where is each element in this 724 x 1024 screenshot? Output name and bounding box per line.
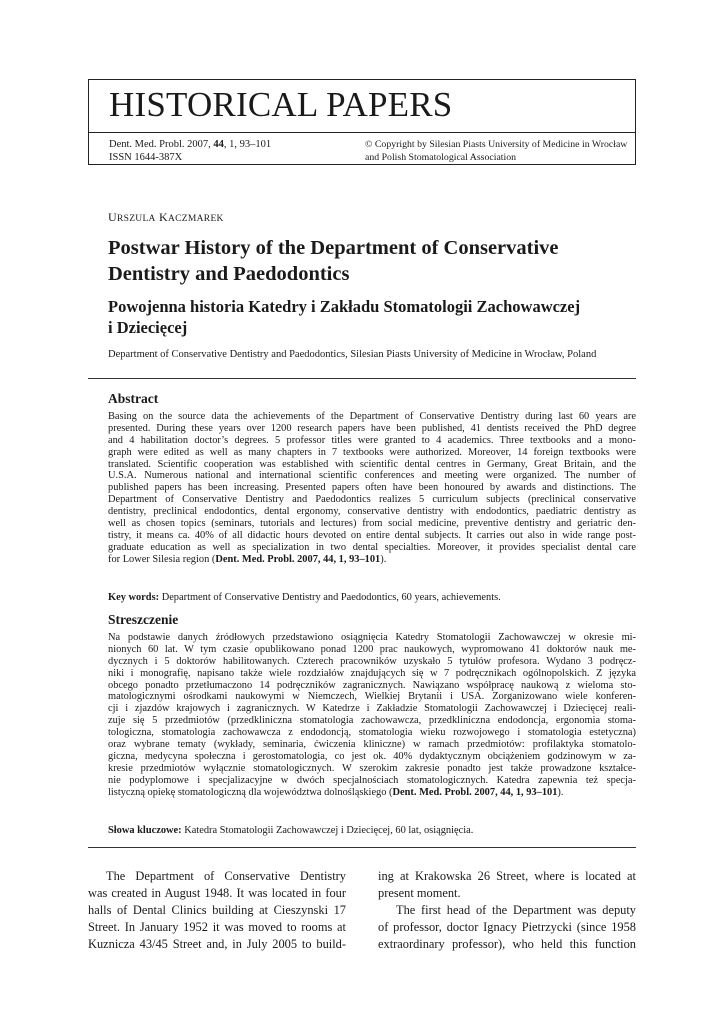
citation-journal: Dent. Med. Probl. 2007, (109, 139, 214, 150)
body-line: present moment. (378, 886, 461, 900)
streszczenie-heading: Streszczenie (108, 612, 179, 627)
abstract-citation: Dent. Med. Probl. 2007, 44, 1, 93–101 (215, 553, 381, 565)
section-title: HISTORICAL PAPERS (109, 85, 453, 124)
streszczenie-last-text: listyczną opiekę stomatologiczną dla województwa dolnośląskiego ( (108, 786, 393, 798)
abstract-last-text: for Lower Silesia region ( (108, 553, 216, 565)
streszczenie-keywords (108, 825, 473, 837)
body-line: The Department of Conservative Dentistry (106, 869, 346, 883)
abstract-line: graph were edited as well as many chapters in 7 textbooks were authorized. Moreover, 14 foreign textbooks were (108, 446, 636, 458)
streszczenie-line: zuje się 5 przedmiotów (przedkliniczna stomatologia zachowawcza, przedkliniczna endodoncja, ergonomia stoma- (108, 715, 636, 727)
abstract-line: presented. During these years over 1200 research papers have been published, 41 dentists received the PhD degree (108, 422, 636, 434)
body-line: Kuznicza 43/45 Street and, in July 2005 to build- (88, 937, 346, 951)
body-line: The first head of the Department was deputy (396, 903, 636, 917)
abstract-body (108, 411, 636, 566)
copyright-line-1: © Copyright by Silesian Piasts University of Medicine in Wrocław (365, 139, 628, 150)
issn: ISSN 1644-387X (109, 152, 183, 163)
body-line: extraordinary professor), who held this function (378, 937, 636, 951)
top-divider (88, 378, 636, 379)
body-line: ing at Krakowska 26 Street, where is located at (378, 869, 636, 883)
body-line: of professor, doctor Ignacy Pietrzycki (since 1958 (378, 920, 636, 934)
streszczenie-citation: Dent. Med. Probl. 2007, 44, 1, 93–101 (392, 786, 558, 798)
author-initial-first: U (108, 210, 117, 224)
keywords-text: Department of Conservative Dentistry and Paedodontics, 60 years, achievements. (159, 592, 501, 603)
streszczenie-line: matologicznymi ośrodkami naukowymi w Niemczech, Wielkiej Brytanii i USA. Zorganizowano wiele konferen- (108, 691, 636, 703)
abstract-last-punct: ). (380, 553, 387, 565)
streszczenie-line: obcego ponadto przetłumaczono 14 podręczników zagranicznych. Nawiązano współpracę naukową z wieloma sto- (108, 679, 636, 691)
subtitle-line-2: i Dziecięcej (108, 318, 188, 337)
title-line-1: Postwar History of the Department of Conservative (108, 237, 559, 259)
streszczenie-line: kresie przedmiotów wyłącznie stomatologicznych. W szerokim zakresie ponadto jest także prowadzone kształce- (108, 762, 636, 774)
streszczenie-body (108, 632, 636, 798)
copyright-info (365, 138, 627, 164)
body-line: was created in August 1948. It was located in four (88, 886, 346, 900)
slowa-kluczowe-label: Słowa kluczowe: (108, 825, 182, 836)
abstract-line: tistry, it means ca. 40% of all didactic hours devoted on entire dental subjects. It carries out also in wide range post- (108, 529, 636, 541)
author-first-rest: RSZULA (116, 214, 156, 224)
streszczenie-line: oraz wybrane tematy (wykłady, seminaria, ćwiczenia kliniczne) w ramach przedmiotów: profilaktyka stomatolo- (108, 739, 636, 751)
abstract-heading: Abstract (108, 391, 159, 406)
author-name (108, 210, 224, 225)
author-initial-last: K (159, 210, 168, 224)
article-subtitle (108, 296, 648, 338)
streszczenie-line: niki i monografię, napisano także wiele rozdziałów znajdujących się w 7 podręcznikach ogólnopolskich. Z języka (108, 667, 636, 679)
abstract-last-line (108, 554, 636, 566)
title-line-2: Dentistry and Paedodontics (108, 263, 350, 285)
abstract-line: Department of Conservative Dentistry and Paedodontics realizes 5 curriculum subjects (preclinical conservative (108, 494, 636, 506)
abstract-line: graduate education as well as specialization in two dental specialties. Moreover, it provides specialist dental care (108, 541, 636, 553)
streszczenie-last-punct: ). (557, 786, 564, 798)
abstract-line: well as chosen topics (seminars, tutorials and lectures) from social medicine, preventive dentistry and geriatric den- (108, 518, 636, 530)
slowa-kluczowe-text: Katedra Stomatologii Zachowawczej i Dziecięcej, 60 lat, osiągnięcia. (181, 825, 474, 836)
streszczenie-line: nie podyplomowe i specjalizacyjne w dwóch specjalnościach stomatologicznych. Katedra zapewnia też specja- (108, 774, 636, 786)
body-left-column (88, 868, 346, 953)
copyright-line-2: and Polish Stomatological Association (365, 152, 517, 163)
body-line: halls of Dental Clinics building at Cieszynski 17 (88, 903, 346, 917)
abstract-keywords (108, 592, 501, 604)
streszczenie-line: tologiczna, stomatologia zachowawcza z endodoncją, stomatologia wieku rozwojowego i stomatologia estetyczna) (108, 727, 636, 739)
article-title (108, 235, 648, 287)
citation-info (109, 138, 271, 164)
streszczenie-line: dycznych i 5 doktorów habilitowanych. Czterech pracowników uzyskało 5 tytułów profesora. Wydano 3 podręcz- (108, 655, 636, 667)
keywords-label: Key words: (108, 592, 160, 603)
citation-pages: , 1, 93–101 (223, 139, 272, 150)
streszczenie-line: giczna, medycyna społeczna i gerostomatologia, co jest ok. 40% dydaktycznym obciążeniem godzinowym w za- (108, 750, 636, 762)
abstract-line: published papers has been increasing. Presented papers often have been honoured by awards and distinctions. The (108, 482, 636, 494)
abstract-line: dentistry, preclinical endodontics, dental ergonomy, conservative dentistry with endodontics, paediatric dentistry as (108, 506, 636, 518)
streszczenie-line: cji i zjazdów krajowych i zagranicznych. W Katedrze i Zakładzie Stomatologii Zachowawczej i Dziecięcej reali- (108, 703, 636, 715)
streszczenie-line: nionych 60 lat. W tym czasie opublikowano ponad 1200 prac naukowych, wypromowano 41 doktorów nauk me- (108, 643, 636, 655)
abstract-line: U.S.A. Numerous national and international scientific conferences and meeting were organized. The number of (108, 470, 636, 482)
abstract-line: and 4 habilitation doctor’s degrees. 5 professor titles were granted to 4 academics. Three textbooks and a mono- (108, 434, 636, 446)
affiliation: Department of Conservative Dentistry and Paedodontics, Silesian Piasts University of Medicine in Wrocław, Poland (108, 349, 597, 360)
citation-volume: 44 (213, 139, 224, 150)
body-line: Street. In January 1952 it was moved to rooms at (88, 920, 346, 934)
body-right-column (378, 868, 636, 953)
author-last-rest: ACZMAREK (168, 214, 224, 224)
abstract-line: Basing on the source data the achievements of the Department of Conservative Dentistry during last 60 years are (108, 411, 636, 422)
streszczenie-line: Na podstawie danych źródłowych przedstawiono osiągnięcia Katedry Stomatologii Zachowawczej w okresie mi- (108, 632, 636, 643)
streszczenie-last-line (108, 787, 636, 799)
subtitle-line-1: Powojenna historia Katedry i Zakładu Stomatologii Zachowawczej (108, 297, 581, 316)
bottom-divider (88, 847, 636, 848)
abstract-line: translated. Scientific cooperation was established with scientific dental centres in Germany, Great Britain, and the (108, 458, 636, 470)
citation-line (109, 138, 271, 151)
